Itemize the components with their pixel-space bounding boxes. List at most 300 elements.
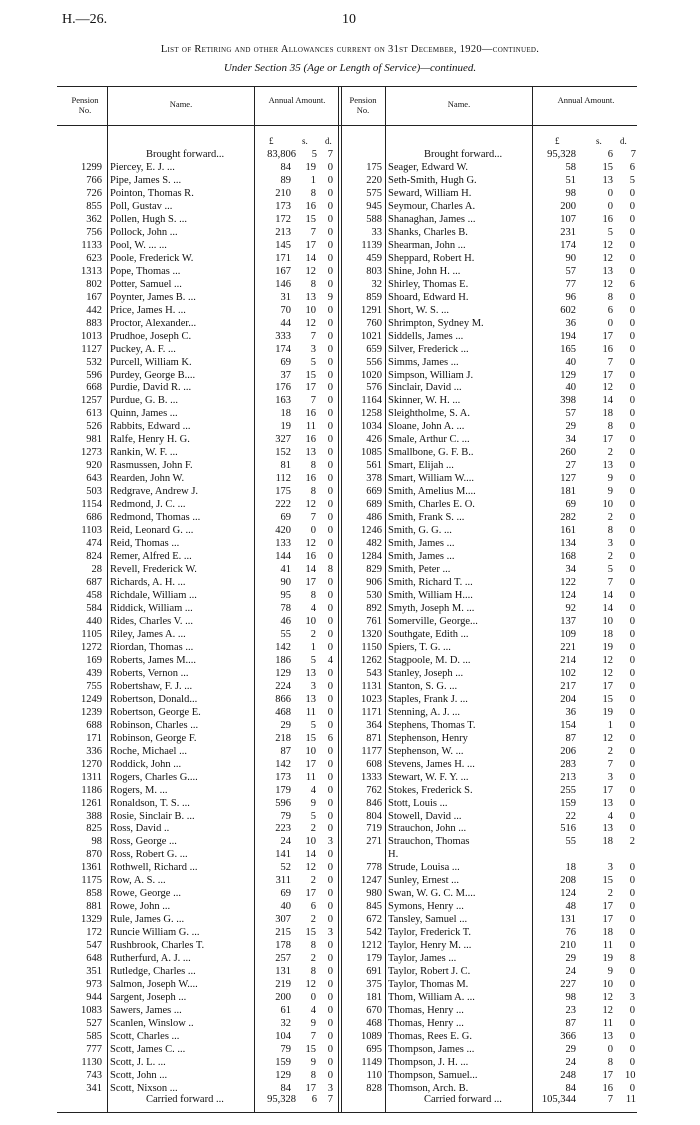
amount-shillings: 19: [602, 641, 613, 653]
page-title: List of Retiring and other Allowances current on 31st December, 1920—continued.: [160, 44, 540, 55]
pension-no: 870: [86, 849, 102, 861]
pensioner-name: Sloane, John A. ...: [388, 421, 465, 433]
pensioner-name: Thomas, Henry ...: [388, 1005, 464, 1017]
amount-shillings: 7: [310, 1030, 316, 1042]
pensioner-name: Sinclair, David ...: [388, 382, 462, 394]
shillings-unit: s.: [596, 136, 602, 146]
amount-pounds: 32: [280, 1018, 291, 1030]
amount-pence: 0: [327, 888, 333, 900]
pension-no: 1020: [361, 369, 382, 381]
pension-no: 691: [366, 966, 382, 978]
pensioner-name: Shirley, Thomas E.: [388, 278, 469, 290]
table-row: [0, 706, 700, 719]
pensioner-name: Scott, Charles ...: [110, 1030, 180, 1042]
amount-shillings: 10: [602, 615, 613, 627]
amount-pence: 0: [327, 797, 333, 809]
amount-shillings: 2: [607, 512, 613, 524]
pension-no: 584: [86, 602, 102, 614]
amount-shillings: 7: [607, 577, 613, 589]
pensioner-name: Scanlen, Winslow ..: [110, 1018, 194, 1030]
pensioner-name: Scott, James C. ...: [110, 1043, 186, 1055]
amount-pence: 0: [629, 1082, 635, 1094]
pensioner-name: Strauchon, Thomas: [388, 836, 470, 848]
amount-pence: 0: [327, 901, 333, 913]
amount-pence: 0: [629, 356, 635, 368]
pensioner-name: Smith, Richard T. ...: [388, 577, 473, 589]
amount-pence: 0: [327, 434, 333, 446]
amount-pounds: 69: [280, 356, 291, 368]
amount-pounds: 37: [280, 369, 291, 381]
pensioner-name: Smith, G. G. ...: [388, 525, 452, 537]
table-row: [0, 200, 700, 213]
pensioner-name: Thomas, Henry ...: [388, 1018, 464, 1030]
pensioner-name: Revell, Frederick W.: [110, 564, 197, 576]
pension-no: 181: [366, 992, 382, 1004]
amount-pounds: 172: [275, 213, 291, 225]
table-row: [0, 628, 700, 641]
amount-shillings: 7: [310, 330, 316, 342]
amount-shillings: 17: [602, 914, 613, 926]
pension-no: 32: [371, 278, 382, 290]
pension-no: 532: [86, 356, 102, 368]
pension-no-header: Pension No.: [71, 95, 99, 115]
table-row: [0, 239, 700, 252]
amount-shillings: 16: [305, 200, 316, 212]
pension-no: 1273: [81, 447, 102, 459]
pensioner-name: Silver, Frederick ...: [388, 343, 469, 355]
pension-no: 980: [366, 888, 382, 900]
pensioner-name: Robinson, Charles ...: [110, 719, 199, 731]
amount-pounds: 137: [560, 615, 576, 627]
amount-pence: 0: [327, 914, 333, 926]
pensioner-name: Rabbits, Edward ...: [110, 421, 191, 433]
amount-shillings: 19: [602, 706, 613, 718]
pension-no: 1311: [81, 771, 102, 783]
pension-no: 1186: [81, 784, 102, 796]
pensioner-name: Strude, Louisa ...: [388, 862, 460, 874]
page-reference: H.—26.: [62, 12, 108, 27]
pensioner-name: Scott, J. L. ...: [110, 1056, 166, 1068]
amount-pence: 0: [629, 538, 635, 550]
amount-shillings: 9: [310, 1018, 316, 1030]
amount-pence: 0: [327, 590, 333, 601]
pensioner-name: Reid, Leonard G. ...: [110, 525, 194, 537]
amount-pounds: 145: [275, 239, 291, 251]
amount-shillings: 12: [305, 499, 316, 511]
amount-shillings: 9: [607, 473, 613, 485]
amount-pence: 0: [327, 447, 333, 459]
pensioner-name: Scott, Nixson ...: [110, 1082, 178, 1094]
pensioner-name: Poll, Gustav ...: [110, 200, 173, 212]
pension-no: 669: [366, 486, 382, 498]
amount-pence: 0: [327, 641, 333, 653]
amount-pence: 6: [327, 732, 333, 744]
pension-no: 1299: [81, 162, 102, 173]
table-row: [0, 822, 700, 835]
brought-forward-pounds: 95,328: [547, 149, 576, 160]
amount-pounds: 257: [275, 953, 291, 965]
name-header: Name.: [447, 99, 471, 109]
pensioner-name: Rutledge, Charles ...: [110, 966, 196, 978]
pensioner-name: Symons, Henry ...: [388, 901, 464, 913]
amount-pence: 0: [327, 278, 333, 290]
pension-no: 648: [86, 953, 102, 965]
amount-shillings: 8: [607, 525, 613, 537]
amount-pounds: 122: [560, 577, 576, 589]
amount-pence: 0: [629, 395, 635, 407]
amount-pounds: 217: [560, 680, 576, 692]
amount-shillings: 15: [602, 162, 613, 173]
pension-no: 1258: [361, 408, 382, 420]
amount-pounds: 84: [565, 1082, 576, 1094]
page-subtitle: Under Section 35 (Age or Length of Service)—continued.: [223, 62, 477, 74]
amount-shillings: 3: [607, 862, 613, 874]
amount-shillings: 14: [602, 590, 613, 601]
amount-pounds: 260: [560, 447, 576, 459]
amount-pounds: 29: [565, 1043, 576, 1055]
pensioner-name: Pipe, James S. ...: [110, 174, 182, 186]
amount-shillings: 4: [310, 1005, 316, 1017]
amount-shillings: 16: [305, 434, 316, 446]
pensioner-name: Stephenson, Henry: [388, 732, 468, 744]
amount-pounds: 84: [280, 162, 291, 173]
amount-pence: 0: [327, 408, 333, 420]
pension-no: 1131: [361, 680, 382, 692]
amount-pounds: 311: [275, 875, 291, 887]
amount-shillings: 9: [310, 1056, 316, 1068]
amount-pounds: 208: [560, 875, 576, 887]
pension-no: 575: [366, 187, 382, 199]
pensioner-name: Row, A. S. ...: [110, 875, 166, 887]
amount-shillings: 11: [305, 771, 316, 783]
amount-shillings: 17: [305, 239, 316, 251]
amount-pounds: 210: [275, 187, 291, 199]
pension-no: 28: [91, 564, 102, 576]
amount-pence: 3: [327, 1082, 333, 1094]
amount-pounds: 109: [560, 628, 576, 640]
pensioner-name: Quinn, James ...: [110, 408, 178, 420]
pension-no: 169: [86, 654, 102, 666]
amount-pence: 0: [629, 628, 635, 640]
pensioner-name: Rogers, Charles G....: [110, 771, 198, 783]
amount-pounds: 131: [275, 966, 291, 978]
pension-no: 613: [86, 408, 102, 420]
amount-shillings: 12: [305, 862, 316, 874]
pensioner-name: Price, James H. ...: [110, 304, 186, 316]
amount-shillings: 4: [310, 602, 316, 614]
amount-pounds: 173: [275, 200, 291, 212]
amount-pounds: 90: [280, 577, 291, 589]
amount-shillings: 10: [305, 615, 316, 627]
pensioner-name: Stanton, S. G. ...: [388, 680, 458, 692]
amount-pence: 0: [327, 317, 333, 329]
pension-no: 659: [366, 343, 382, 355]
amount-pounds: 213: [275, 226, 291, 238]
amount-shillings: 14: [305, 252, 316, 264]
amount-pence: 0: [327, 538, 333, 550]
amount-pounds: 76: [565, 927, 576, 939]
amount-shillings: 12: [602, 239, 613, 251]
pensioner-name: Shanaghan, James ...: [388, 213, 476, 225]
pension-no: 695: [366, 1043, 382, 1055]
amount-shillings: 16: [602, 343, 613, 355]
amount-shillings: 7: [607, 356, 613, 368]
amount-shillings: 14: [602, 395, 613, 407]
amount-pence: 0: [327, 304, 333, 316]
amount-shillings: 2: [310, 823, 316, 835]
pension-no: 1164: [361, 395, 382, 407]
amount-shillings: 5: [310, 810, 316, 822]
pension-no: 364: [366, 719, 382, 731]
pensioner-name: Simpson, William J.: [388, 369, 474, 381]
amount-pounds: 178: [275, 940, 291, 952]
pensioner-name: Proctor, Alexander...: [110, 317, 197, 329]
pensioner-name: Rule, James G. ...: [110, 914, 185, 926]
amount-shillings: 12: [602, 1005, 613, 1017]
carried-forward-label: Carried forward ...: [424, 1094, 502, 1105]
amount-shillings: 13: [602, 174, 613, 186]
amount-pounds: 168: [560, 551, 576, 563]
amount-pounds: 22: [565, 810, 576, 822]
table-row: [0, 252, 700, 265]
pension-no: 777: [86, 1043, 102, 1055]
table-row: [0, 420, 700, 433]
pension-no: 542: [366, 927, 382, 939]
amount-pounds: 171: [275, 252, 291, 264]
amount-pence: 0: [327, 966, 333, 978]
amount-shillings: 8: [310, 187, 316, 199]
table-row: [0, 407, 700, 420]
amount-pounds: 159: [275, 1056, 291, 1068]
amount-shillings: 8: [607, 421, 613, 433]
amount-shillings: 12: [602, 732, 613, 744]
carried-forward-label: Carried forward ...: [146, 1094, 224, 1105]
pensioner-name: Ross, George ...: [110, 836, 177, 848]
amount-pence: 0: [629, 213, 635, 225]
pension-no: 561: [366, 460, 382, 472]
amount-shillings: 13: [305, 291, 316, 303]
amount-shillings: 9: [607, 966, 613, 978]
amount-pounds: 61: [280, 1005, 291, 1017]
pension-no: 468: [366, 1018, 382, 1030]
amount-pounds: 173: [275, 771, 291, 783]
table-row: [0, 394, 700, 407]
amount-pence: 0: [327, 200, 333, 212]
pension-no: 1291: [361, 304, 382, 316]
amount-shillings: 9: [310, 797, 316, 809]
amount-pence: 0: [629, 1005, 635, 1017]
table-row: [0, 952, 700, 965]
pensioner-name: Prudhoe, Joseph C.: [110, 330, 192, 342]
amount-pence: 0: [629, 291, 635, 303]
pension-no: 482: [366, 538, 382, 550]
amount-pounds: 165: [560, 343, 576, 355]
amount-pence: 3: [629, 992, 635, 1004]
amount-shillings: 8: [310, 940, 316, 952]
amount-pence: 0: [629, 901, 635, 913]
pensioner-name: Robertson, Donald...: [110, 693, 198, 705]
pensioner-name: Strauchon, John ...: [388, 823, 467, 835]
table-row: [0, 926, 700, 939]
pension-no: 1150: [361, 641, 382, 653]
table-row: [0, 330, 700, 343]
amount-pence: 0: [629, 602, 635, 614]
amount-pence: 0: [629, 460, 635, 472]
pension-no: 778: [366, 862, 382, 874]
carried-forward-pence: 7: [327, 1094, 333, 1105]
amount-pounds: 89: [280, 174, 291, 186]
table-row: [0, 874, 700, 887]
amount-shillings: 2: [310, 875, 316, 887]
amount-pounds: 163: [275, 395, 291, 407]
amount-pounds: 206: [560, 745, 576, 757]
amount-pence: 0: [327, 849, 333, 861]
pounds-unit: £: [555, 136, 560, 146]
amount-shillings: 12: [602, 667, 613, 679]
amount-shillings: 3: [310, 343, 316, 355]
amount-pounds: 29: [565, 421, 576, 433]
amount-pence: 0: [629, 499, 635, 511]
pensioner-name: Poynter, James B. ...: [110, 291, 196, 303]
amount-pence: 0: [327, 187, 333, 199]
amount-shillings: 5: [607, 226, 613, 238]
pensioner-name: Roberts, Vernon ...: [110, 667, 189, 679]
table-top-rule: [57, 86, 637, 87]
amount-pounds: 102: [560, 667, 576, 679]
amount-pounds: 248: [560, 1069, 576, 1081]
amount-shillings: 5: [607, 564, 613, 576]
amount-shillings: 0: [607, 1043, 613, 1055]
amount-shillings: 10: [305, 836, 316, 848]
pensioner-name: Roddick, John ...: [110, 758, 182, 770]
pension-no: 167: [86, 291, 102, 303]
amount-shillings: 17: [602, 330, 613, 342]
amount-pence: 0: [629, 914, 635, 926]
amount-shillings: 19: [305, 162, 316, 173]
amount-shillings: 13: [602, 265, 613, 277]
pensioner-name: Smart, Elijah ...: [388, 460, 454, 472]
amount-pounds: 107: [560, 213, 576, 225]
pension-no: 556: [366, 356, 382, 368]
amount-pounds: 77: [565, 278, 576, 290]
amount-pounds: 98: [565, 992, 576, 1004]
pension-no: 172: [86, 927, 102, 939]
amount-shillings: 15: [305, 213, 316, 225]
amount-pence: 0: [629, 797, 635, 809]
amount-pounds: 398: [560, 395, 576, 407]
amount-shillings: 2: [607, 888, 613, 900]
amount-pounds: 223: [275, 823, 291, 835]
pension-no: 623: [86, 252, 102, 264]
amount-pounds: 214: [560, 654, 576, 666]
pension-no: 845: [366, 901, 382, 913]
amount-pence: 0: [629, 265, 635, 277]
amount-pence: 8: [629, 953, 635, 965]
amount-pounds: 596: [275, 797, 291, 809]
amount-shillings: 2: [310, 914, 316, 926]
pension-no: 1175: [81, 875, 102, 887]
amount-pence: 0: [327, 499, 333, 511]
pension-no: 1130: [81, 1056, 102, 1068]
pension-no: 858: [86, 888, 102, 900]
pension-no: 33: [371, 226, 382, 238]
pensioner-name: Piercey, E. J. ...: [110, 162, 175, 173]
amount-shillings: 12: [305, 538, 316, 550]
pension-no: 526: [86, 421, 102, 433]
table-row: [0, 719, 700, 732]
amount-pence: 0: [629, 590, 635, 601]
pension-no: 426: [366, 434, 382, 446]
amount-pounds: 282: [560, 512, 576, 524]
pensioner-name: Shoard, Edward H.: [388, 291, 469, 303]
amount-pounds: 218: [275, 732, 291, 744]
pension-no: 803: [366, 265, 382, 277]
pension-no: 171: [86, 732, 102, 744]
pension-no: 585: [86, 1030, 102, 1042]
amount-pounds: 40: [565, 356, 576, 368]
amount-pence: 0: [327, 992, 333, 1004]
amount-pounds: 46: [280, 615, 291, 627]
amount-pence: 3: [327, 927, 333, 939]
amount-shillings: 4: [607, 810, 613, 822]
amount-pounds: 602: [560, 304, 576, 316]
pensioner-name: Rushbrook, Charles T.: [110, 940, 205, 952]
pension-no: 688: [86, 719, 102, 731]
amount-pounds: 161: [560, 525, 576, 537]
amount-pence: 0: [629, 758, 635, 770]
amount-shillings: 19: [602, 953, 613, 965]
amount-shillings: 5: [310, 719, 316, 731]
amount-pence: 0: [629, 200, 635, 212]
amount-pounds: 175: [275, 486, 291, 498]
amount-pence: 0: [629, 719, 635, 731]
table-row: [0, 680, 700, 693]
table-row: [0, 939, 700, 952]
table-row: [0, 667, 700, 680]
amount-pence: 0: [629, 654, 635, 666]
pension-no: 743: [86, 1069, 102, 1081]
table-row: [0, 1082, 700, 1095]
pension-no: 825: [86, 823, 102, 835]
pension-no: 458: [86, 590, 102, 601]
pension-no: 543: [366, 667, 382, 679]
amount-pence: 0: [629, 512, 635, 524]
pensioner-name: Ronaldson, T. S. ...: [110, 797, 190, 809]
amount-pounds: 112: [275, 473, 291, 485]
pensioner-name: Smith, Amelius M....: [388, 486, 476, 498]
table-row: [0, 1017, 700, 1030]
amount-pence: 0: [327, 758, 333, 770]
pensioner-name: Taylor, Henry M. ...: [388, 940, 472, 952]
table-row: [0, 693, 700, 706]
amount-pence: 0: [629, 706, 635, 718]
table-row: [0, 771, 700, 784]
amount-pence: 0: [629, 304, 635, 316]
table-row: [0, 1004, 700, 1017]
pension-no: 829: [366, 564, 382, 576]
amount-pence: 5: [629, 174, 635, 186]
pension-no: 351: [86, 966, 102, 978]
brought-forward-label: Brought forward...: [424, 149, 503, 160]
pensioner-name: Smale, Arthur C. ...: [388, 434, 470, 446]
pension-no: 596: [86, 369, 102, 381]
amount-pence: 0: [327, 875, 333, 887]
brought-forward-pence: 7: [327, 149, 333, 160]
amount-pence: 0: [629, 564, 635, 576]
pension-no: 1089: [361, 1030, 382, 1042]
amount-pence: 0: [629, 551, 635, 563]
amount-pounds: 194: [560, 330, 576, 342]
